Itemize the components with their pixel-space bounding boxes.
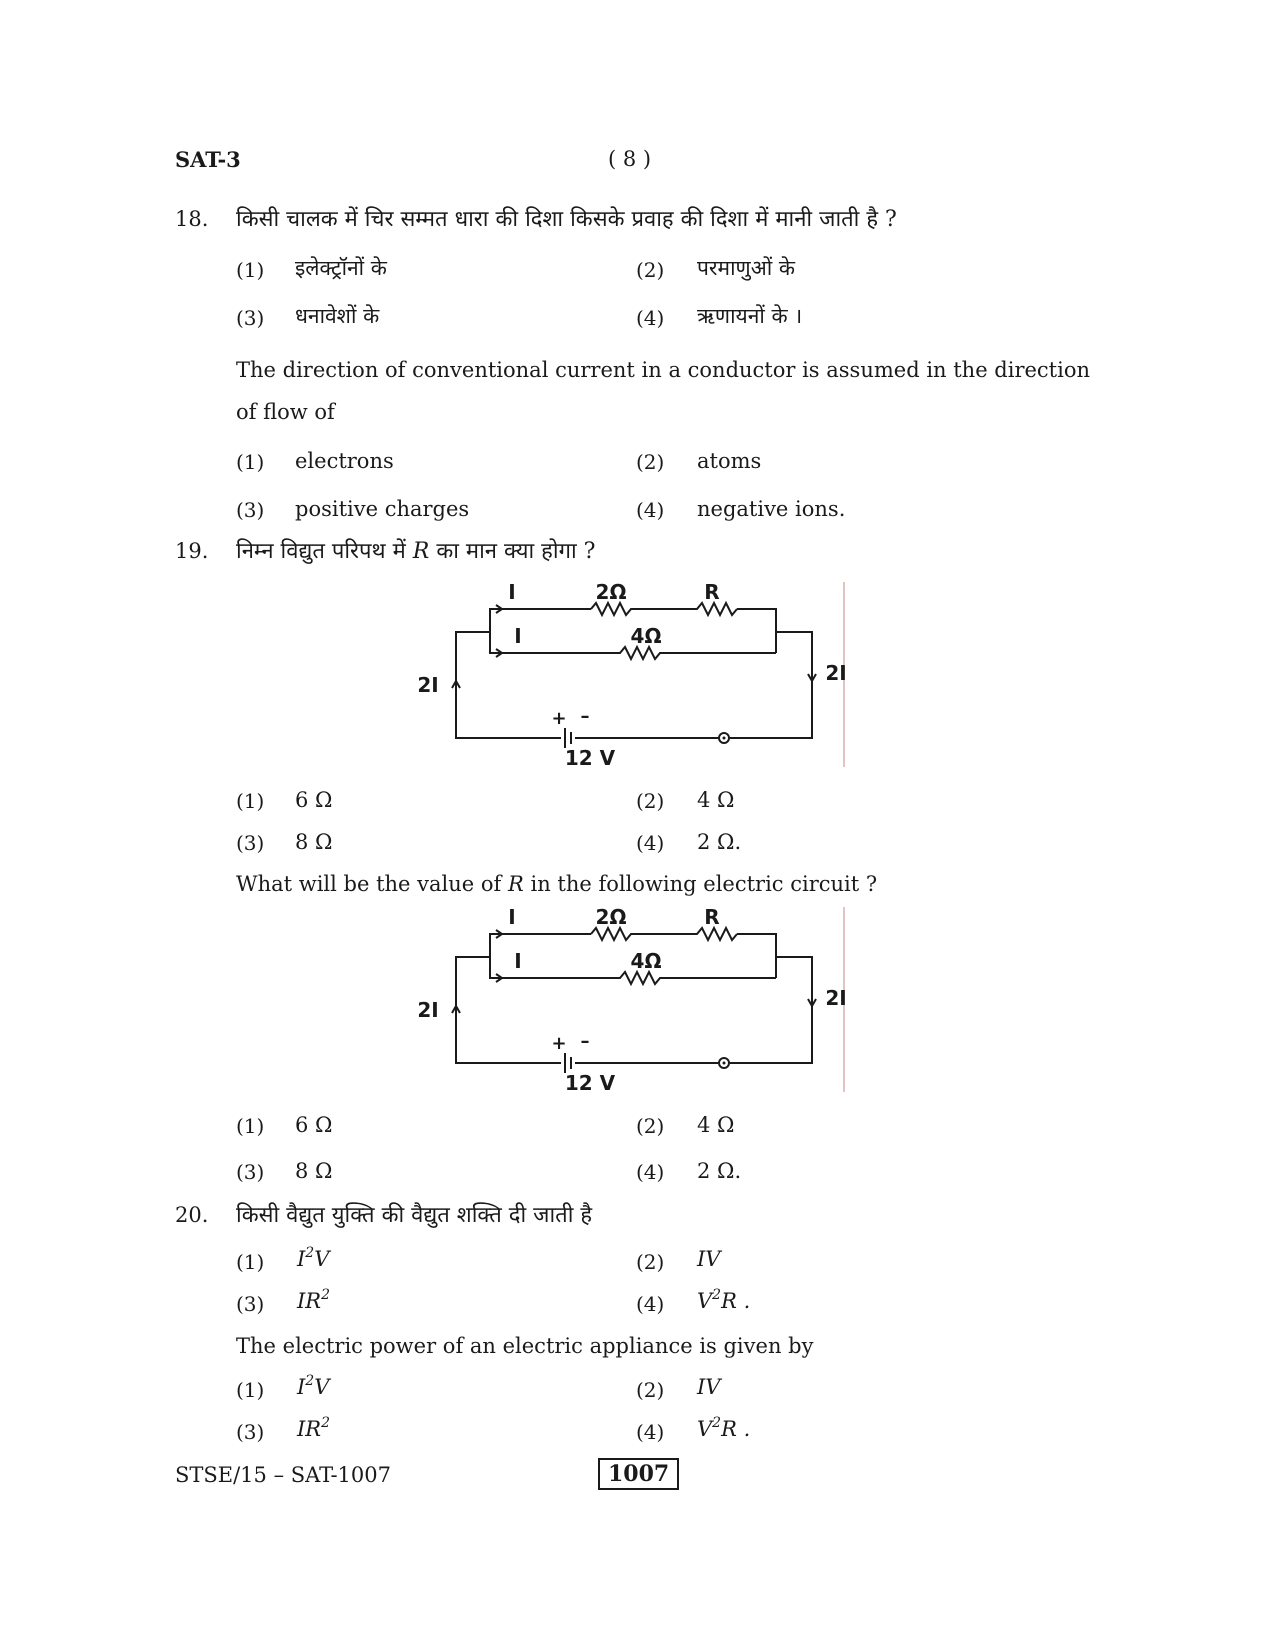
circuit2-battery-minus: –	[580, 1031, 590, 1052]
circuit1-mid-resistor-label: 4Ω	[630, 624, 662, 648]
q20-e-o4-base: V	[697, 1417, 713, 1441]
q18-english-option-1-num: (1)	[236, 450, 265, 474]
circuit1-battery-minus: –	[580, 706, 590, 727]
question-19-number: 19.	[175, 539, 209, 563]
circuit2-mid-resistor-label: 4Ω	[630, 949, 662, 973]
q19-hindi-var: R	[412, 539, 430, 564]
q19-hindi-before: निम्न विद्युत परिपथ में	[236, 539, 413, 564]
q19-english-before: What will be the value of	[236, 872, 508, 896]
circuit2-r-label: R	[704, 905, 720, 929]
q19-hindi-option-1-text: 6 Ω	[295, 788, 333, 812]
q20-hindi-option-3-num: (3)	[236, 1292, 265, 1316]
paper-code: SAT-3	[175, 147, 241, 172]
q20-h-o4-base: V	[697, 1289, 713, 1313]
q19-hindi-option-2-text: 4 Ω	[697, 788, 735, 812]
question-18-english-line-2: of flow of	[236, 400, 335, 424]
q20-h-o1-tail: V	[314, 1247, 330, 1271]
question-20-number: 20.	[175, 1203, 209, 1227]
q20-h-o4-sup: 2	[712, 1287, 722, 1303]
q19-hindi-after: का मान क्या होगा ?	[429, 539, 596, 564]
q18-hindi-option-3-text: धनावेशों के	[295, 304, 380, 328]
question-18-number: 18.	[175, 207, 209, 231]
circuit2-voltage-label: 12 V	[564, 1071, 616, 1095]
circuit1-left-current-label: 2I	[417, 673, 439, 697]
q20-hindi-option-1-num: (1)	[236, 1250, 265, 1274]
q18-hindi-option-4-num: (4)	[636, 306, 665, 330]
q18-english-option-3-num: (3)	[236, 498, 265, 522]
q19-english-option-2-num: (2)	[636, 1114, 665, 1138]
footer-code: STSE/15 – SAT-1007	[175, 1463, 391, 1487]
q18-english-option-4-text: negative ions.	[697, 497, 846, 521]
q20-h-o1-sup: 2	[305, 1245, 315, 1261]
q18-hindi-option-1-num: (1)	[236, 258, 265, 282]
q20-h-o3-sup: 2	[321, 1287, 331, 1303]
footer-page-box: 1007	[598, 1458, 679, 1490]
q19-english-option-4-text: 2 Ω.	[697, 1159, 742, 1183]
q20-english-option-2-text: IV	[697, 1375, 721, 1399]
q20-h-o3-base: IR	[297, 1289, 322, 1313]
q20-english-option-3-text	[297, 1417, 330, 1441]
q20-e-o4-tail: R .	[721, 1417, 751, 1441]
q18-english-option-2-num: (2)	[636, 450, 665, 474]
q20-e-o3-sup: 2	[321, 1415, 331, 1431]
question-20-english: The electric power of an electric appliance is given by	[236, 1334, 814, 1358]
q20-hindi-option-2-num: (2)	[636, 1250, 665, 1274]
q20-english-option-1-text	[297, 1375, 329, 1399]
q19-english-option-4-num: (4)	[636, 1160, 665, 1184]
q19-english-option-2-text: 4 Ω	[697, 1113, 735, 1137]
circuit2-right-current-label: 2I	[825, 986, 847, 1010]
q20-hindi-option-2-text: IV	[697, 1247, 721, 1271]
q19-english-after: in the following electric circuit ?	[523, 872, 878, 896]
q20-english-option-2-num: (2)	[636, 1378, 665, 1402]
q18-english-option-4-num: (4)	[636, 498, 665, 522]
q18-hindi-option-4-text: ऋणायनों के ।	[697, 304, 803, 328]
q20-hindi-option-4-text	[697, 1289, 750, 1313]
question-19-hindi	[236, 535, 595, 565]
q19-hindi-option-4-num: (4)	[636, 831, 665, 855]
circuit1-mid-current-label: I	[514, 624, 522, 648]
circuit1-top-resistor-label: 2Ω	[595, 580, 627, 604]
circuit1-voltage-label: 12 V	[564, 746, 616, 770]
circuit2-left-current-label: 2I	[417, 998, 439, 1022]
circuit2-mid-current-label: I	[514, 949, 522, 973]
question-20-hindi: किसी वैद्युत युक्ति की वैद्युत शक्ति दी जाती है	[236, 1203, 593, 1228]
q20-hindi-option-4-num: (4)	[636, 1292, 665, 1316]
circuit2-top-resistor-label: 2Ω	[595, 905, 627, 929]
circuit1-right-current-label: 2I	[825, 661, 847, 685]
q19-english-option-3-num: (3)	[236, 1160, 265, 1184]
circuit-diagram-english	[0, 895, 1275, 1095]
q20-english-option-3-num: (3)	[236, 1420, 265, 1444]
q20-e-o1-sup: 2	[305, 1373, 315, 1389]
q20-e-o1-tail: V	[314, 1375, 330, 1399]
q19-hindi-option-2-num: (2)	[636, 789, 665, 813]
q20-h-o4-tail: R .	[721, 1289, 751, 1313]
circuit2-battery-plus: +	[551, 1033, 567, 1054]
q19-hindi-option-1-num: (1)	[236, 789, 265, 813]
q19-hindi-option-3-num: (3)	[236, 831, 265, 855]
question-18-english-line-1: The direction of conventional current in a conductor is assumed in the direction	[236, 358, 1091, 382]
q18-english-option-1-text: electrons	[295, 449, 394, 473]
q19-english-var: R	[507, 872, 524, 896]
q19-english-option-3-text: 8 Ω	[295, 1159, 333, 1183]
question-18-hindi: किसी चालक में चिर सम्मत धारा की दिशा किसके प्रवाह की दिशा में मानी जाती है ?	[236, 207, 897, 232]
question-19-english	[236, 872, 877, 896]
q20-english-option-1-num: (1)	[236, 1378, 265, 1402]
circuit1-r-label: R	[704, 580, 720, 604]
circuit1-top-current-label: I	[508, 580, 516, 604]
q18-hindi-option-2-text: परमाणुओं के	[697, 256, 795, 280]
q18-english-option-3-text: positive charges	[295, 497, 470, 521]
q19-english-option-1-num: (1)	[236, 1114, 265, 1138]
circuit2-top-current-label: I	[508, 905, 516, 929]
q18-english-option-2-text: atoms	[697, 449, 762, 473]
q20-h-o1-base: I	[297, 1247, 306, 1271]
q19-hindi-option-4-text: 2 Ω.	[697, 830, 742, 854]
q20-e-o1-base: I	[297, 1375, 306, 1399]
q20-e-o4-sup: 2	[712, 1415, 722, 1431]
q18-hindi-option-1-text: इलेक्ट्रॉनों के	[295, 256, 387, 280]
q18-hindi-option-2-num: (2)	[636, 258, 665, 282]
q19-english-option-1-text: 6 Ω	[295, 1113, 333, 1137]
q20-english-option-4-num: (4)	[636, 1420, 665, 1444]
circuit-diagram-hindi	[0, 570, 1275, 770]
circuit1-battery-plus: +	[551, 708, 567, 729]
q18-hindi-option-3-num: (3)	[236, 306, 265, 330]
q20-hindi-option-3-text	[297, 1289, 330, 1313]
q20-english-option-4-text	[697, 1417, 750, 1441]
q20-e-o3-base: IR	[297, 1417, 322, 1441]
page-number: ( 8 )	[608, 147, 652, 171]
q20-hindi-option-1-text	[297, 1247, 329, 1271]
q19-hindi-option-3-text: 8 Ω	[295, 830, 333, 854]
